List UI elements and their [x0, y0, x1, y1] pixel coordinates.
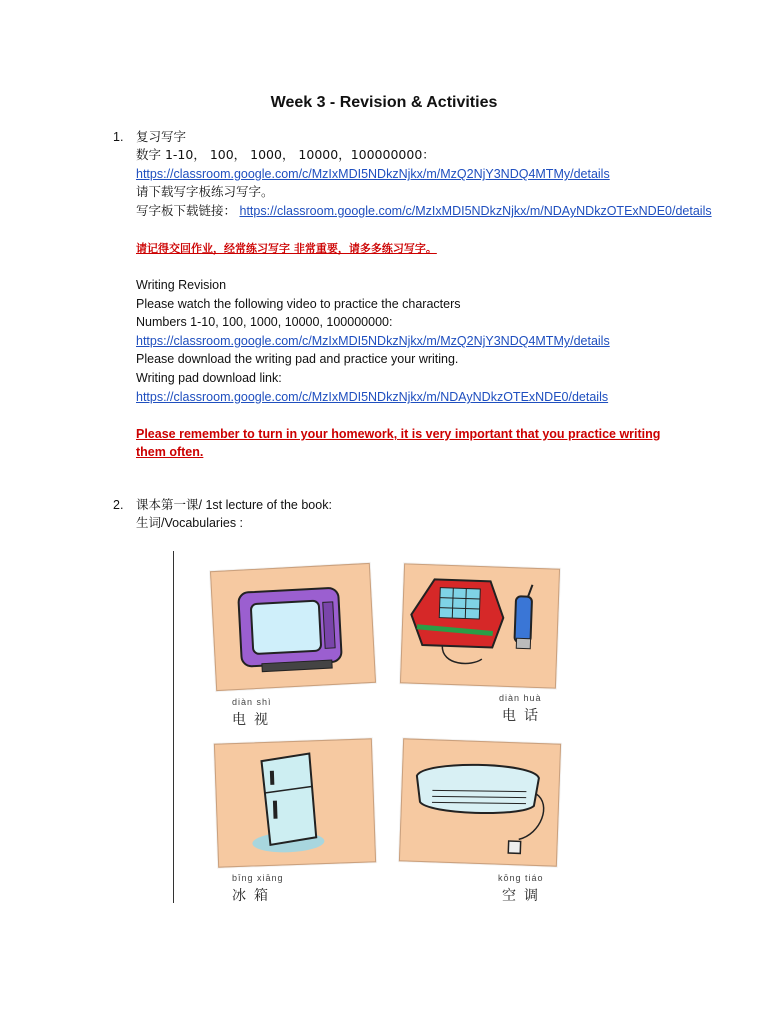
item1-cn-download-text: 请下载写字板练习写字。 [136, 184, 274, 199]
refrigerator-icon [215, 739, 375, 866]
item1-cn-download-label: 写字板下载链接： [136, 203, 237, 218]
item1-cn-video-link[interactable]: https://classroom.google.com/c/MzIxMDI5NDkzNjkx/m/MzQ2NjY3NDQ4MTMy/details [136, 167, 610, 181]
item1-cn-pad-link[interactable]: https://classroom.google.com/c/MzIxMDI5NDkzNjkx/m/NDAyNDkzOTExNDE0/details [239, 204, 712, 218]
vocab-pinyin-2: diàn huà [499, 693, 542, 703]
vocab-card-air-conditioner [399, 738, 561, 866]
vocab-en-label: /Vocabularies : [161, 516, 244, 530]
vocab-card-refrigerator [214, 738, 376, 867]
vocab-hanzi-4: 空调 [502, 888, 546, 904]
item1-en-reminder-2: them often. [136, 445, 204, 459]
list-number-2: 2. [113, 498, 124, 512]
item1-cn-heading: 复习写字 [136, 129, 187, 144]
vocab-card-telephone [400, 563, 560, 688]
item1-en-download-text: Please download the writing pad and practice your writing. [136, 352, 459, 366]
vocab-hanzi-1: 电视 [232, 712, 276, 728]
item1-cn-reminder: 请记得交回作业，经常练习写字 非常重要，请多多练习写字。 [136, 242, 437, 255]
item1-en-video-link[interactable]: https://classroom.google.com/c/MzIxMDI5NDkzNjkx/m/MzQ2NjY3NDQ4MTMy/details [136, 334, 610, 348]
item1-en-numbers: Numbers 1-10, 100, 1000, 10000, 100000000: [136, 315, 393, 329]
air-conditioner-icon [400, 739, 560, 865]
vocab-hanzi-2: 电话 [502, 708, 546, 724]
page-title: Week 3 - Revision & Activities [270, 94, 498, 111]
item1-en-pad-link[interactable]: https://classroom.google.com/c/MzIxMDI5NDkzNjkx/m/NDAyNDkzOTExNDE0/details [136, 390, 609, 404]
item1-en-download-label: Writing pad download link: [136, 371, 282, 385]
vocab-cn-label: 生词 [136, 515, 162, 530]
item2-cn-label: 课本第一课 [136, 497, 199, 512]
telephone-icon [401, 564, 559, 687]
vocab-pinyin-1: diàn shì [232, 697, 272, 707]
item1-en-watch: Please watch the following video to practice the characters [136, 297, 461, 311]
vocab-card-tv [210, 563, 376, 691]
item1-cn-numbers: 数字 1-10， 100， 1000， 10000，100000000： [136, 147, 435, 162]
vocab-pinyin-3: bīng xiāng [232, 873, 284, 883]
list-number-1: 1. [113, 130, 124, 144]
vocab-hanzi-3: 冰箱 [232, 888, 276, 904]
item1-en-heading: Writing Revision [136, 278, 227, 292]
image-left-rule [173, 551, 174, 903]
vocab-pinyin-4: kōng tiáo [498, 873, 544, 883]
tv-icon [211, 564, 375, 690]
item2-en-label: / 1st lecture of the book: [198, 498, 332, 512]
item1-en-reminder-1: Please remember to turn in your homework, it is very important that you practice writing [136, 427, 661, 441]
